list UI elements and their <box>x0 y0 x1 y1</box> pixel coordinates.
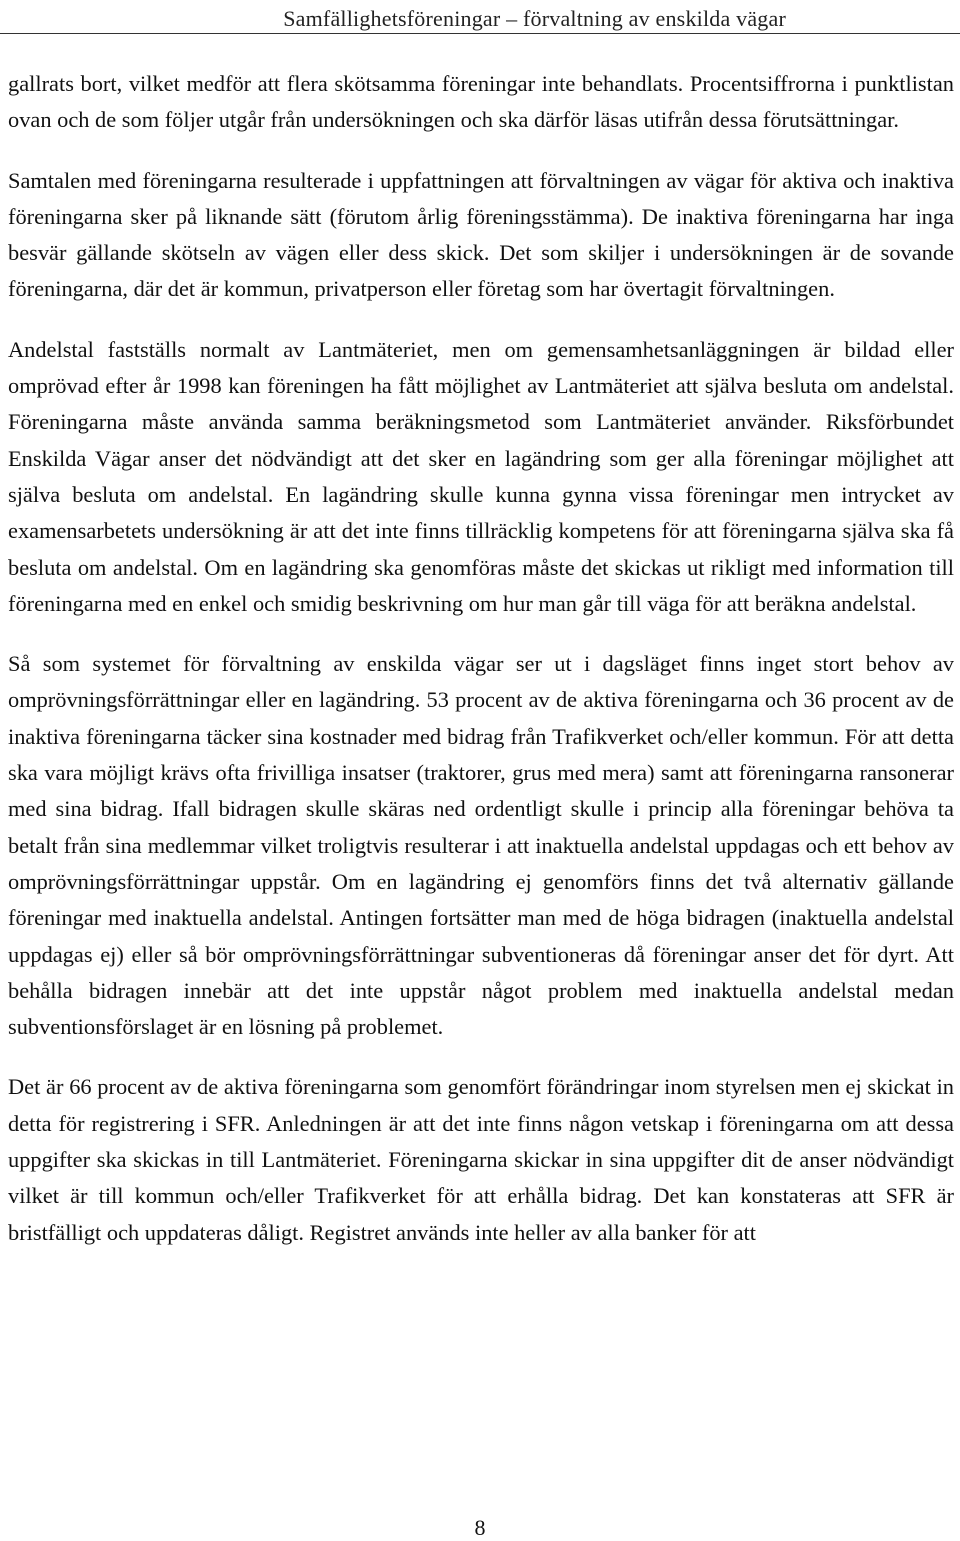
paragraph: Så som systemet för förvaltning av enskilda vägar ser ut i dagsläget finns inget stort behov av omprövningsförrättningar eller en lagändring. 53 procent av de aktiva föreningarna och 36 procent av de inaktiva föreningarna täcker sina kostnader med bidrag från Trafikverket och/eller kommun. För att detta ska vara möjligt krävs ofta frivilliga insatser (traktorer, grus med mera) samt att föreningarna ransonerar med sina bidrag. Ifall bidragen skulle skäras ned ordentligt skulle i princip alla föreningar behöva ta betalt från sina medlemmar vilket troligtvis resulterar i att inaktuella andelstal uppdagas och ett behov av omprövningsförrättningar uppstår. Om en lagändring ej genomförs finns det två alternativ gällande föreningar med inaktuella andelstal. Antingen fortsätter man med de höga bidragen (inaktuella andelstal uppdagas ej) eller så bör omprövningsförrättningar subventioneras då föreningar anser det för dyrt. Att behålla bidragen innebär att det inte uppstår något problem med inaktuella andelstal medan subventionsförslaget är en lösning på problemet. <box>8 651 954 1040</box>
header-rule <box>0 33 960 34</box>
paragraph-gap <box>8 139 954 163</box>
paragraph-gap <box>8 622 954 646</box>
paragraph: gallrats bort, vilket medför att flera skötsamma föreningar inte behandlats. Procentsiffrorna i punktlistan ovan och de som följer utgår från undersökningen och ska därför läsas utifrån dessa förutsättningar. <box>8 71 954 133</box>
paragraph: Det är 66 procent av de aktiva föreningarna som genomfört förändringar inom styrelsen men ej skickat in detta för registrering i SFR. Anledningen är att det inte finns någon vetskap i föreningarna om att dessa uppgifter ska skickas in till Lantmäteriet. Föreningarna skickar in sina uppgifter dit de anser nödvändigt vilket är till kommun och/eller Trafikverket för att erhålla bidrag. Det kan konstateras att SFR är bristfälligt och uppdateras dåligt. Registret används inte heller av alla banker för att <box>8 1074 954 1245</box>
paragraph-gap <box>8 1045 954 1069</box>
header-title: Samfällighetsföreningar – förvaltning av enskilda vägar <box>283 6 786 31</box>
page-number: 8 <box>474 1515 486 1540</box>
document-body <box>8 66 954 1251</box>
paragraph: Andelstal fastställs normalt av Lantmäteriet, men om gemensamhetsanläggningen är bildad eller omprövad efter år 1998 kan föreningen ha fått möjlighet av Lantmäteriet att själva besluta om andelstal. Föreningarna måste använda samma beräkningsmetod som Lantmäteriet använder. Riksförbundet Enskilda Vägar anser det nödvändigt att det sker en lagändring som ger alla föreningar möjlighet att själva besluta om andelstal. En lagändring skulle kunna gynna vissa föreningar men intrycket av examensarbetets undersökning är att det inte finns tillräcklig kompetens för att föreningarna själva ska få besluta om andelstal. Om en lagändring ska genomföras måste det skickas ut rikligt med information till föreningarna med en enkel och smidig beskrivning om hur man går till väga för att beräkna andelstal. <box>8 336 954 616</box>
paragraph-gap <box>8 308 954 332</box>
paragraph: Samtalen med föreningarna resulterade i uppfattningen att förvaltningen av vägar för aktiva och inaktiva föreningarna sker på liknande sätt (förutom årlig föreningsstämma). De inaktiva föreningarna har inga besvär gällande skötseln av vägen eller dess skick. Det som skiljer i undersökningen är de sovande föreningarna, där det är kommun, privatperson eller företag som har övertagit förvaltningen. <box>8 167 954 302</box>
running-header <box>0 0 960 34</box>
